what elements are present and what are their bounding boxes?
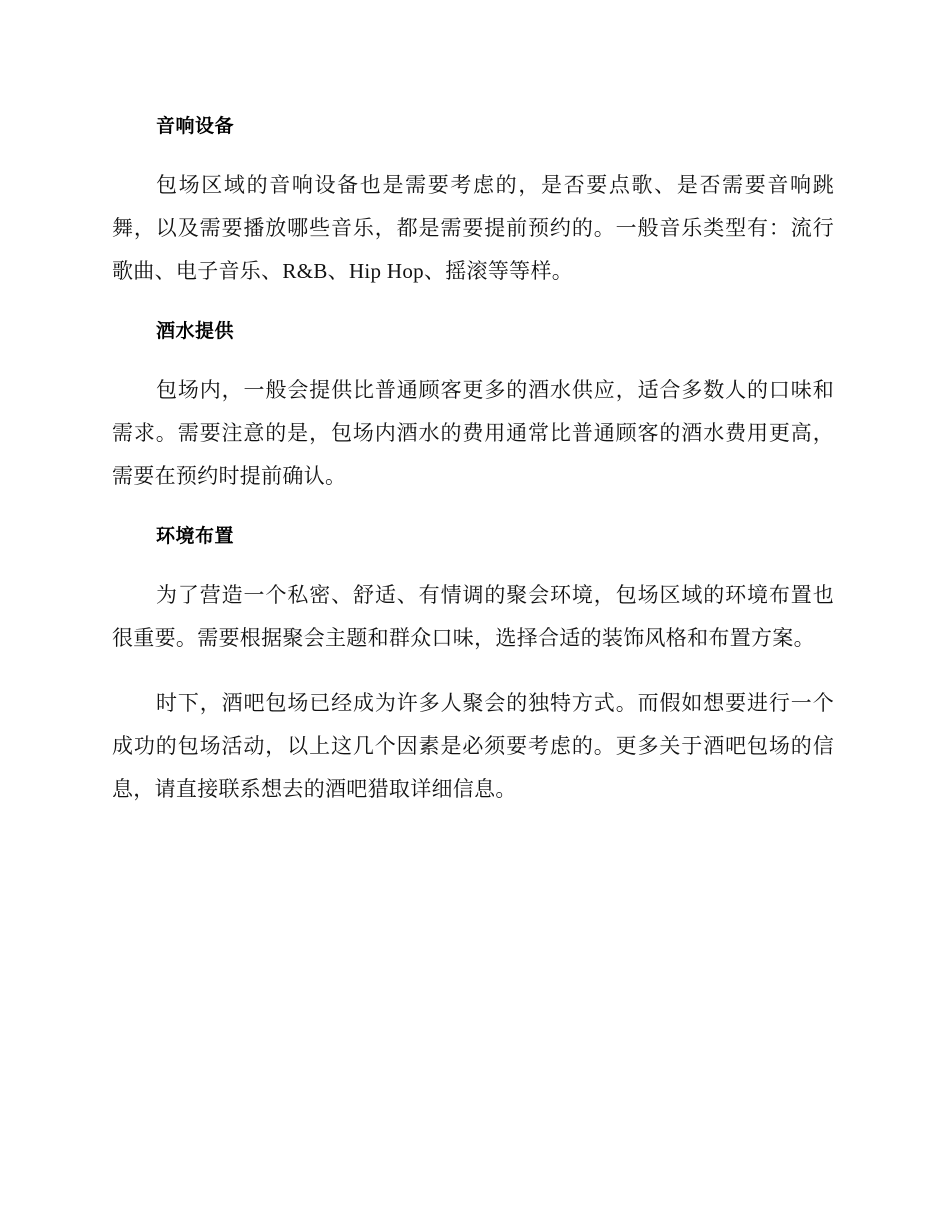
section-audio-equipment — [112, 110, 834, 293]
section-drinks-supply — [112, 315, 834, 498]
paragraph: 时下，酒吧包场已经成为许多人聚会的独特方式。而假如想要进行一个成功的包场活动，以上这几个因素是必须要考虑的。更多关于酒吧包场的信息，请直接联系想去的酒吧猎取详细信息。 — [112, 691, 834, 801]
paragraph: 为了营造一个私密、舒适、有情调的聚会环境，包场区域的环境布置也很重要。需要根据聚会主题和群众口味，选择合适的装饰风格和布置方案。 — [112, 583, 834, 650]
section-heading: 音响设备 — [156, 115, 235, 137]
section-heading: 酒水提供 — [156, 320, 235, 342]
document-page — [112, 110, 834, 833]
paragraph: 包场内，一般会提供比普通顾客更多的酒水供应，适合多数人的口味和需求。需要注意的是，包场内酒水的费用通常比普通顾客的酒水费用更高，需要在预约时提前确认。 — [112, 378, 834, 488]
section-environment-layout — [112, 520, 834, 811]
section-heading: 环境布置 — [156, 525, 235, 547]
paragraph: 包场区域的音响设备也是需要考虑的，是否要点歌、是否需要音响跳舞，以及需要播放哪些音乐，都是需要提前预约的。一般音乐类型有：流行歌曲、电子音乐、R&B、Hip Hop、摇滚等等样。 — [112, 173, 834, 283]
